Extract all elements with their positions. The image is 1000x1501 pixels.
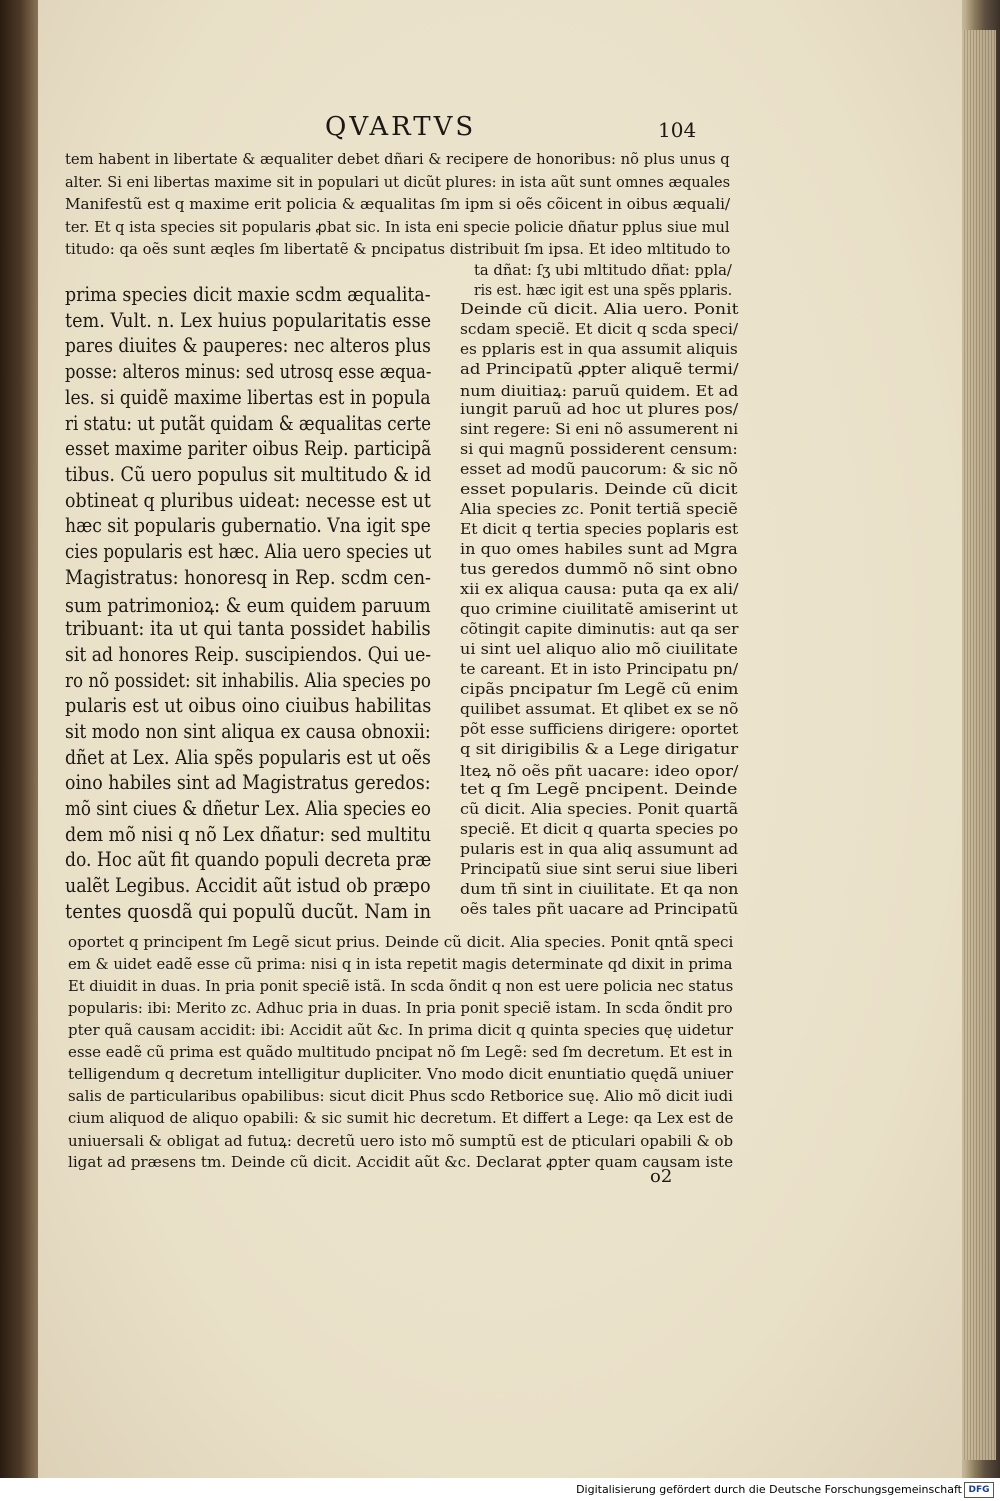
text-line: cũ dicit. Alia species. Ponit quartã [460, 801, 739, 818]
text-line: dum tñ sint in ciuilitate. Et qa non [460, 881, 739, 898]
text-line: pularis est in qua aliq assumunt ad [460, 841, 739, 858]
text-line: pares diuites & pauperes: nec alteros plus [65, 334, 431, 358]
running-head: QVARTVS [325, 112, 477, 142]
text-line: sum patrimonioꝝ: & eum quidem paruum [65, 594, 431, 618]
text-line: popularis: ibi: Merito zc. Adhuc pria in duas. In pria ponit speciẽ istam. In scda õndit pro [68, 999, 733, 1017]
footer-bar [0, 1478, 1000, 1501]
text-line: esset maxime pariter oibus Reip. participã [65, 437, 432, 461]
text-line: tibus. Cũ uero populus sit multitudo & id [65, 462, 432, 486]
left-page-edge [0, 0, 38, 1478]
text-line: quilibet assumat. Et qlibet ex se nõ [460, 701, 739, 718]
text-line: oẽs tales pñt uacare ad Principatũ [460, 901, 739, 918]
text-line: ui sint uel aliquo alio mõ ciuilitate [460, 641, 738, 658]
text-line: oportet q principent ſm Legẽ sicut prius. Deinde cũ dicit. Alia species. Ponit qntã speci [68, 933, 734, 951]
text-line: esse eadẽ cũ prima est quãdo multitudo pncipat nõ ſm Legẽ: sed ſm decretum. Et est in [68, 1043, 733, 1061]
text-line: Deinde cũ dicit. Alia uero. Ponit [460, 301, 739, 318]
text-line: ligat ad præsens tm. Deinde cũ dicit. Accidit aũt &c. Declarat ꝓpter quam causam iste [68, 1153, 734, 1171]
text-line: tentes quosdã qui populũ ducũt. Nam in [65, 899, 432, 923]
text-line: titudo: qa oẽs sunt æqles ſm libertatẽ & pncipatus distribuit ſm ipsa. Et ideo mltitudo to [65, 240, 731, 258]
text-line: xii ex aliqua causa: puta qa ex ali/ [460, 581, 739, 598]
funding-note: Digitalisierung gefördert durch die Deutsche Forschungsgemeinschaft [576, 1483, 962, 1496]
text-line: telligendum q decretum intelligitur dupliciter. Vno modo dicit enuntiatio quędã uniuer [68, 1065, 734, 1083]
text-line: iungit paruũ ad hoc ut plures pos/ [460, 401, 739, 418]
folio-number: 104 [658, 118, 697, 142]
text-line: Principatũ siue sint serui siue liberi [460, 861, 738, 878]
text-line: põt esse sufficiens dirigere: oportet [460, 721, 739, 738]
text-line: ta dñat: ſʒ ubi mltitudo dñat: ppla/ [474, 262, 732, 279]
text-line: Alia species zc. Ponit tertiã speciẽ [460, 501, 738, 518]
text-line: pter quã causam accidit: ibi: Accidit aũt &c. In prima dicit q quinta species quę uidetur [68, 1021, 734, 1039]
text-line: cium aliquod de aliquo opabili: & sic sumit hic decretum. Et differt a Lege: qa Lex est de [68, 1109, 734, 1127]
text-line: esset popularis. Deinde cũ dicit [460, 481, 738, 498]
text-line: Et diuidit in duas. In pria ponit speciẽ istã. In scda õndit q non est uere policia nec status [68, 977, 734, 995]
text-line: tribuant: ita ut qui tanta possidet habilis [65, 617, 431, 641]
text-line: Magistratus: honoresq in Rep. scdm cen- [65, 565, 431, 589]
text-line: scdam speciẽ. Et dicit q scda speci/ [460, 321, 739, 338]
text-line: lteꝝ nõ oẽs pñt uacare: ideo opor/ [460, 763, 739, 780]
text-line: obtineat q pluribus uideat: necesse est ut [65, 488, 431, 512]
text-line: sint regere: Si eni nõ assumerent ni [460, 421, 739, 438]
text-line: Manifestũ est q maxime erit policia & æqualitas ſm ipm si oẽs cõicent in oibus æquali/ [65, 195, 731, 213]
text-line: em & uidet eadẽ esse cũ prima: nisi q in ista repetit magis determinate qd dixit in prima [68, 955, 733, 973]
text-line: dem mõ nisi q nõ Lex dñatur: sed multitu [65, 822, 432, 846]
text-line: in quo omes habiles sunt ad Mgra [460, 541, 738, 558]
text-line: sit ad honores Reip. suscipiendos. Qui ue- [65, 642, 432, 666]
text-line: ri statu: ut putãt quidam & æqualitas certe [65, 411, 432, 435]
text-line: esset ad modũ paucorum: & sic nõ [460, 461, 738, 478]
text-line: num diuitiaꝝ: paruũ quidem. Et ad [460, 383, 739, 400]
text-line: uniuersali & obligat ad futuꝝ: decretũ uero isto mõ sumptũ est de pticulari opabili & ob [68, 1132, 734, 1150]
text-line: ad Principatũ ꝓpter aliquẽ termi/ [460, 361, 739, 378]
text-line: posse: alteros minus: sed utrosq esse æqua- [65, 360, 432, 384]
text-line: do. Hoc aũt fit quando populi decreta præ [65, 848, 432, 872]
text-line: ter. Et q ista species sit popularis ꝓbat sic. In ista eni specie policie dñatur pplus siue mul [65, 217, 730, 236]
text-line: es pplaris est in qua assumit aliquis [460, 341, 738, 358]
text-line: si qui magnũ possiderent censum: [460, 441, 738, 458]
text-line: tem habent in libertate & æqualiter debet dñari & recipere de honoribus: nõ plus unus q [65, 150, 730, 168]
text-line: tem. Vult. n. Lex huius popularitatis esse [65, 308, 432, 332]
text-line: les. si quidẽ maxime libertas est in popula [65, 385, 431, 409]
text-line: sit modo non sint aliqua ex causa obnoxii: [65, 719, 431, 743]
text-line: cies popularis est hæc. Alia uero species ut [65, 540, 432, 563]
text-line: cõtingit capite diminutis: aut qa ser [460, 621, 739, 638]
text-line: ris est. hæc igit est una spẽs pplaris. [474, 281, 733, 299]
text-line: mõ sint ciues & dñetur Lex. Alia species eo [65, 797, 431, 820]
signature-mark: o2 [650, 1166, 673, 1187]
dfg-logo: DFG [964, 1482, 994, 1498]
text-line: tus geredos dummõ nõ sint obno [460, 561, 738, 578]
text-line: q sit dirigibilis & a Lege dirigatur [460, 741, 739, 758]
text-line: ro nõ possidet: sit inhabilis. Alia species po [65, 668, 431, 692]
page-stack-edge [962, 30, 996, 1460]
text-line: tet q ſm Legẽ pncipent. Deinde [460, 781, 738, 798]
text-line: prima species dicit maxie scdm æqualita- [65, 283, 431, 306]
text-line: salis de particularibus opabilibus: sicut dicit Phus scdo Retborice suę. Alio mõ dicit iudi [68, 1087, 733, 1105]
text-line: hæc sit popularis gubernatio. Vna igit spe [65, 514, 431, 538]
text-line: cipãs pncipatur ſm Legẽ cũ enim [460, 681, 739, 698]
text-line: alter. Si eni libertas maxime sit in populari ut dicũt plures: in ista aũt sunt omnes æquales [65, 172, 731, 191]
text-line: te careant. Et in isto Principatu pn/ [460, 661, 739, 678]
text-line: ualẽt Legibus. Accidit aũt istud ob præpo [65, 874, 431, 898]
text-line: dñet at Lex. Alia spẽs popularis est ut oẽs [65, 745, 431, 769]
text-line: oino habiles sint ad Magistratus geredos: [65, 771, 431, 795]
text-line: Et dicit q tertia species poplaris est [460, 521, 739, 538]
text-line: speciẽ. Et dicit q quarta species po [460, 821, 739, 838]
text-line: quo crimine ciuilitatẽ amiserint ut [460, 601, 738, 618]
text-line: pularis est ut oibus oino ciuibus habilitas [65, 694, 432, 718]
